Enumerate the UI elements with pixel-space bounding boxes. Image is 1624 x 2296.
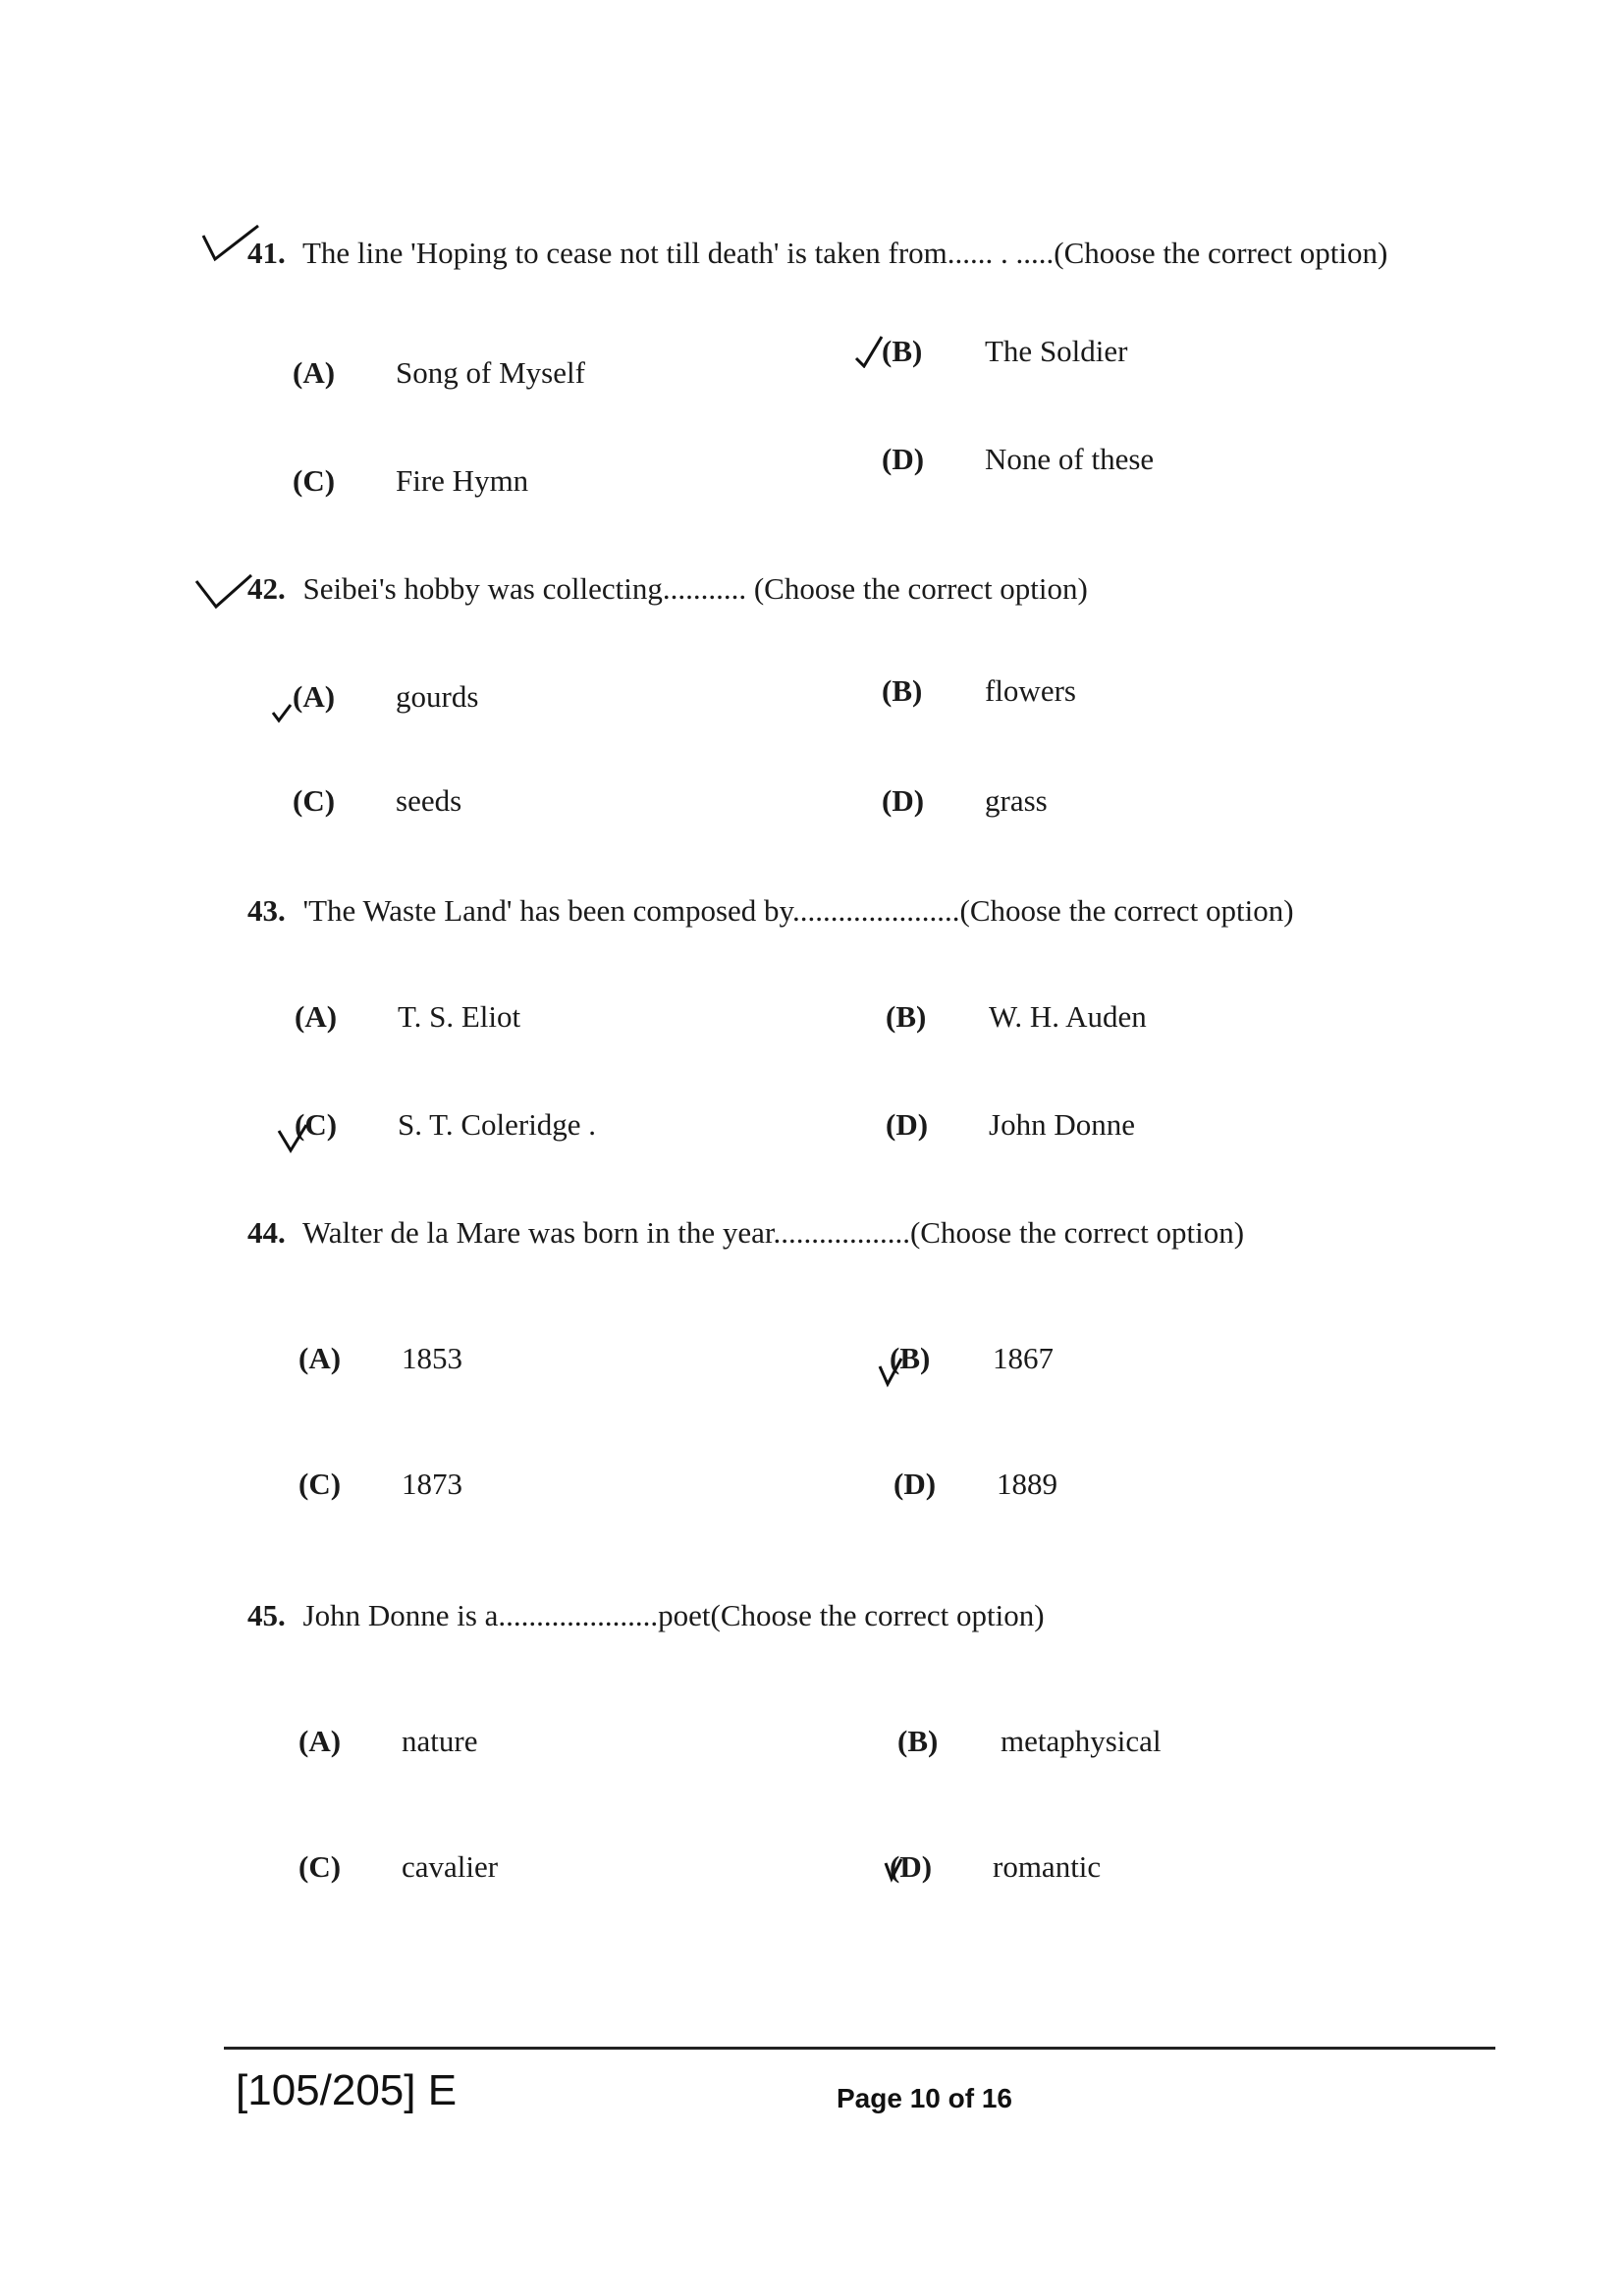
- question-text: Walter de la Mare was born in the year..................(Choose the correct option): [301, 1215, 1245, 1250]
- option-44-a: [298, 1341, 462, 1376]
- option-key: (B): [882, 673, 923, 708]
- check-mark-icon: [852, 329, 911, 368]
- question-number: 41.: [247, 236, 286, 270]
- option-key: (C): [293, 783, 336, 818]
- option-41-c: [293, 463, 528, 499]
- option-text: None of these: [985, 442, 1155, 476]
- option-text: romantic: [993, 1849, 1102, 1884]
- option-41-b: [882, 334, 1128, 369]
- option-42-d: [882, 783, 1048, 819]
- option-text: metaphysical: [1001, 1724, 1162, 1758]
- question-45: [247, 1598, 1045, 1633]
- option-text: T. S. Eliot: [398, 999, 521, 1034]
- question-text: Seibei's hobby was collecting........... (Choose the correct option): [302, 571, 1088, 606]
- option-key: (C): [298, 1849, 342, 1884]
- check-mark-icon: [277, 1117, 336, 1156]
- question-text: John Donne is a.....................poet(Choose the correct option): [302, 1598, 1045, 1632]
- question-number: 42.: [247, 571, 286, 606]
- option-key: (D): [882, 442, 925, 476]
- question-43: [247, 893, 1294, 929]
- option-text: 1873: [402, 1467, 462, 1501]
- option-key: (A): [295, 999, 338, 1034]
- question-text: 'The Waste Land' has been composed by......................(Choose the correct option): [302, 893, 1294, 928]
- question-42: [247, 571, 1088, 607]
- question-41: [247, 236, 1387, 271]
- option-key: (C): [293, 463, 336, 498]
- option-key: (A): [293, 679, 336, 714]
- check-mark-icon: [876, 1351, 935, 1390]
- question-number: 45.: [247, 1598, 286, 1632]
- option-key: (B): [890, 1341, 931, 1375]
- option-key: (D): [890, 1849, 933, 1884]
- question-text: The line 'Hoping to cease not till death' is taken from...... . .....(Choose the correct option): [301, 236, 1388, 270]
- option-text: The Soldier: [985, 334, 1128, 368]
- check-mark-icon: [201, 224, 260, 263]
- option-text: 1867: [993, 1341, 1054, 1375]
- option-key: (D): [893, 1467, 937, 1501]
- option-text: W. H. Auden: [989, 999, 1147, 1034]
- option-43-c: [295, 1107, 596, 1143]
- option-key: (D): [882, 783, 925, 818]
- option-41-d: [882, 442, 1154, 477]
- check-mark-icon: [269, 685, 328, 724]
- option-text: grass: [985, 783, 1048, 818]
- option-text: 1889: [997, 1467, 1057, 1501]
- option-text: Fire Hymn: [396, 463, 529, 498]
- option-text: 1853: [402, 1341, 462, 1375]
- question-number: 43.: [247, 893, 286, 928]
- option-key: (D): [886, 1107, 929, 1142]
- question-number: 44.: [247, 1215, 286, 1250]
- option-41-a: [293, 355, 585, 391]
- check-mark-icon: [880, 1845, 939, 1885]
- page-number: Page 10 of 16: [837, 2083, 1012, 2113]
- option-42-c: [293, 783, 461, 819]
- option-43-a: [295, 999, 520, 1035]
- option-text: S. T. Coleridge .: [398, 1107, 597, 1142]
- option-key: (A): [298, 1724, 342, 1758]
- option-text: seeds: [396, 783, 462, 818]
- option-45-b: [897, 1724, 1162, 1759]
- option-key: (B): [882, 334, 923, 368]
- option-text: nature: [402, 1724, 478, 1758]
- option-text: Song of Myself: [396, 355, 585, 390]
- option-43-b: [886, 999, 1147, 1035]
- option-43-d: [886, 1107, 1135, 1143]
- paper-code: [105/205] E: [236, 2066, 458, 2114]
- option-text: gourds: [396, 679, 479, 714]
- check-mark-icon: [194, 571, 253, 611]
- option-text: John Donne: [989, 1107, 1135, 1142]
- option-45-c: [298, 1849, 498, 1885]
- option-key: (A): [298, 1341, 342, 1375]
- option-key: (C): [298, 1467, 342, 1501]
- option-key: (B): [886, 999, 927, 1034]
- option-44-c: [298, 1467, 462, 1502]
- option-key: (C): [295, 1107, 338, 1142]
- option-key: (A): [293, 355, 336, 390]
- option-44-d: [893, 1467, 1057, 1502]
- option-text: flowers: [985, 673, 1076, 708]
- footer-divider: [224, 2047, 1495, 2050]
- question-44: [247, 1215, 1244, 1251]
- option-45-a: [298, 1724, 477, 1759]
- option-key: (B): [897, 1724, 939, 1758]
- option-text: cavalier: [402, 1849, 499, 1884]
- option-42-b: [882, 673, 1076, 709]
